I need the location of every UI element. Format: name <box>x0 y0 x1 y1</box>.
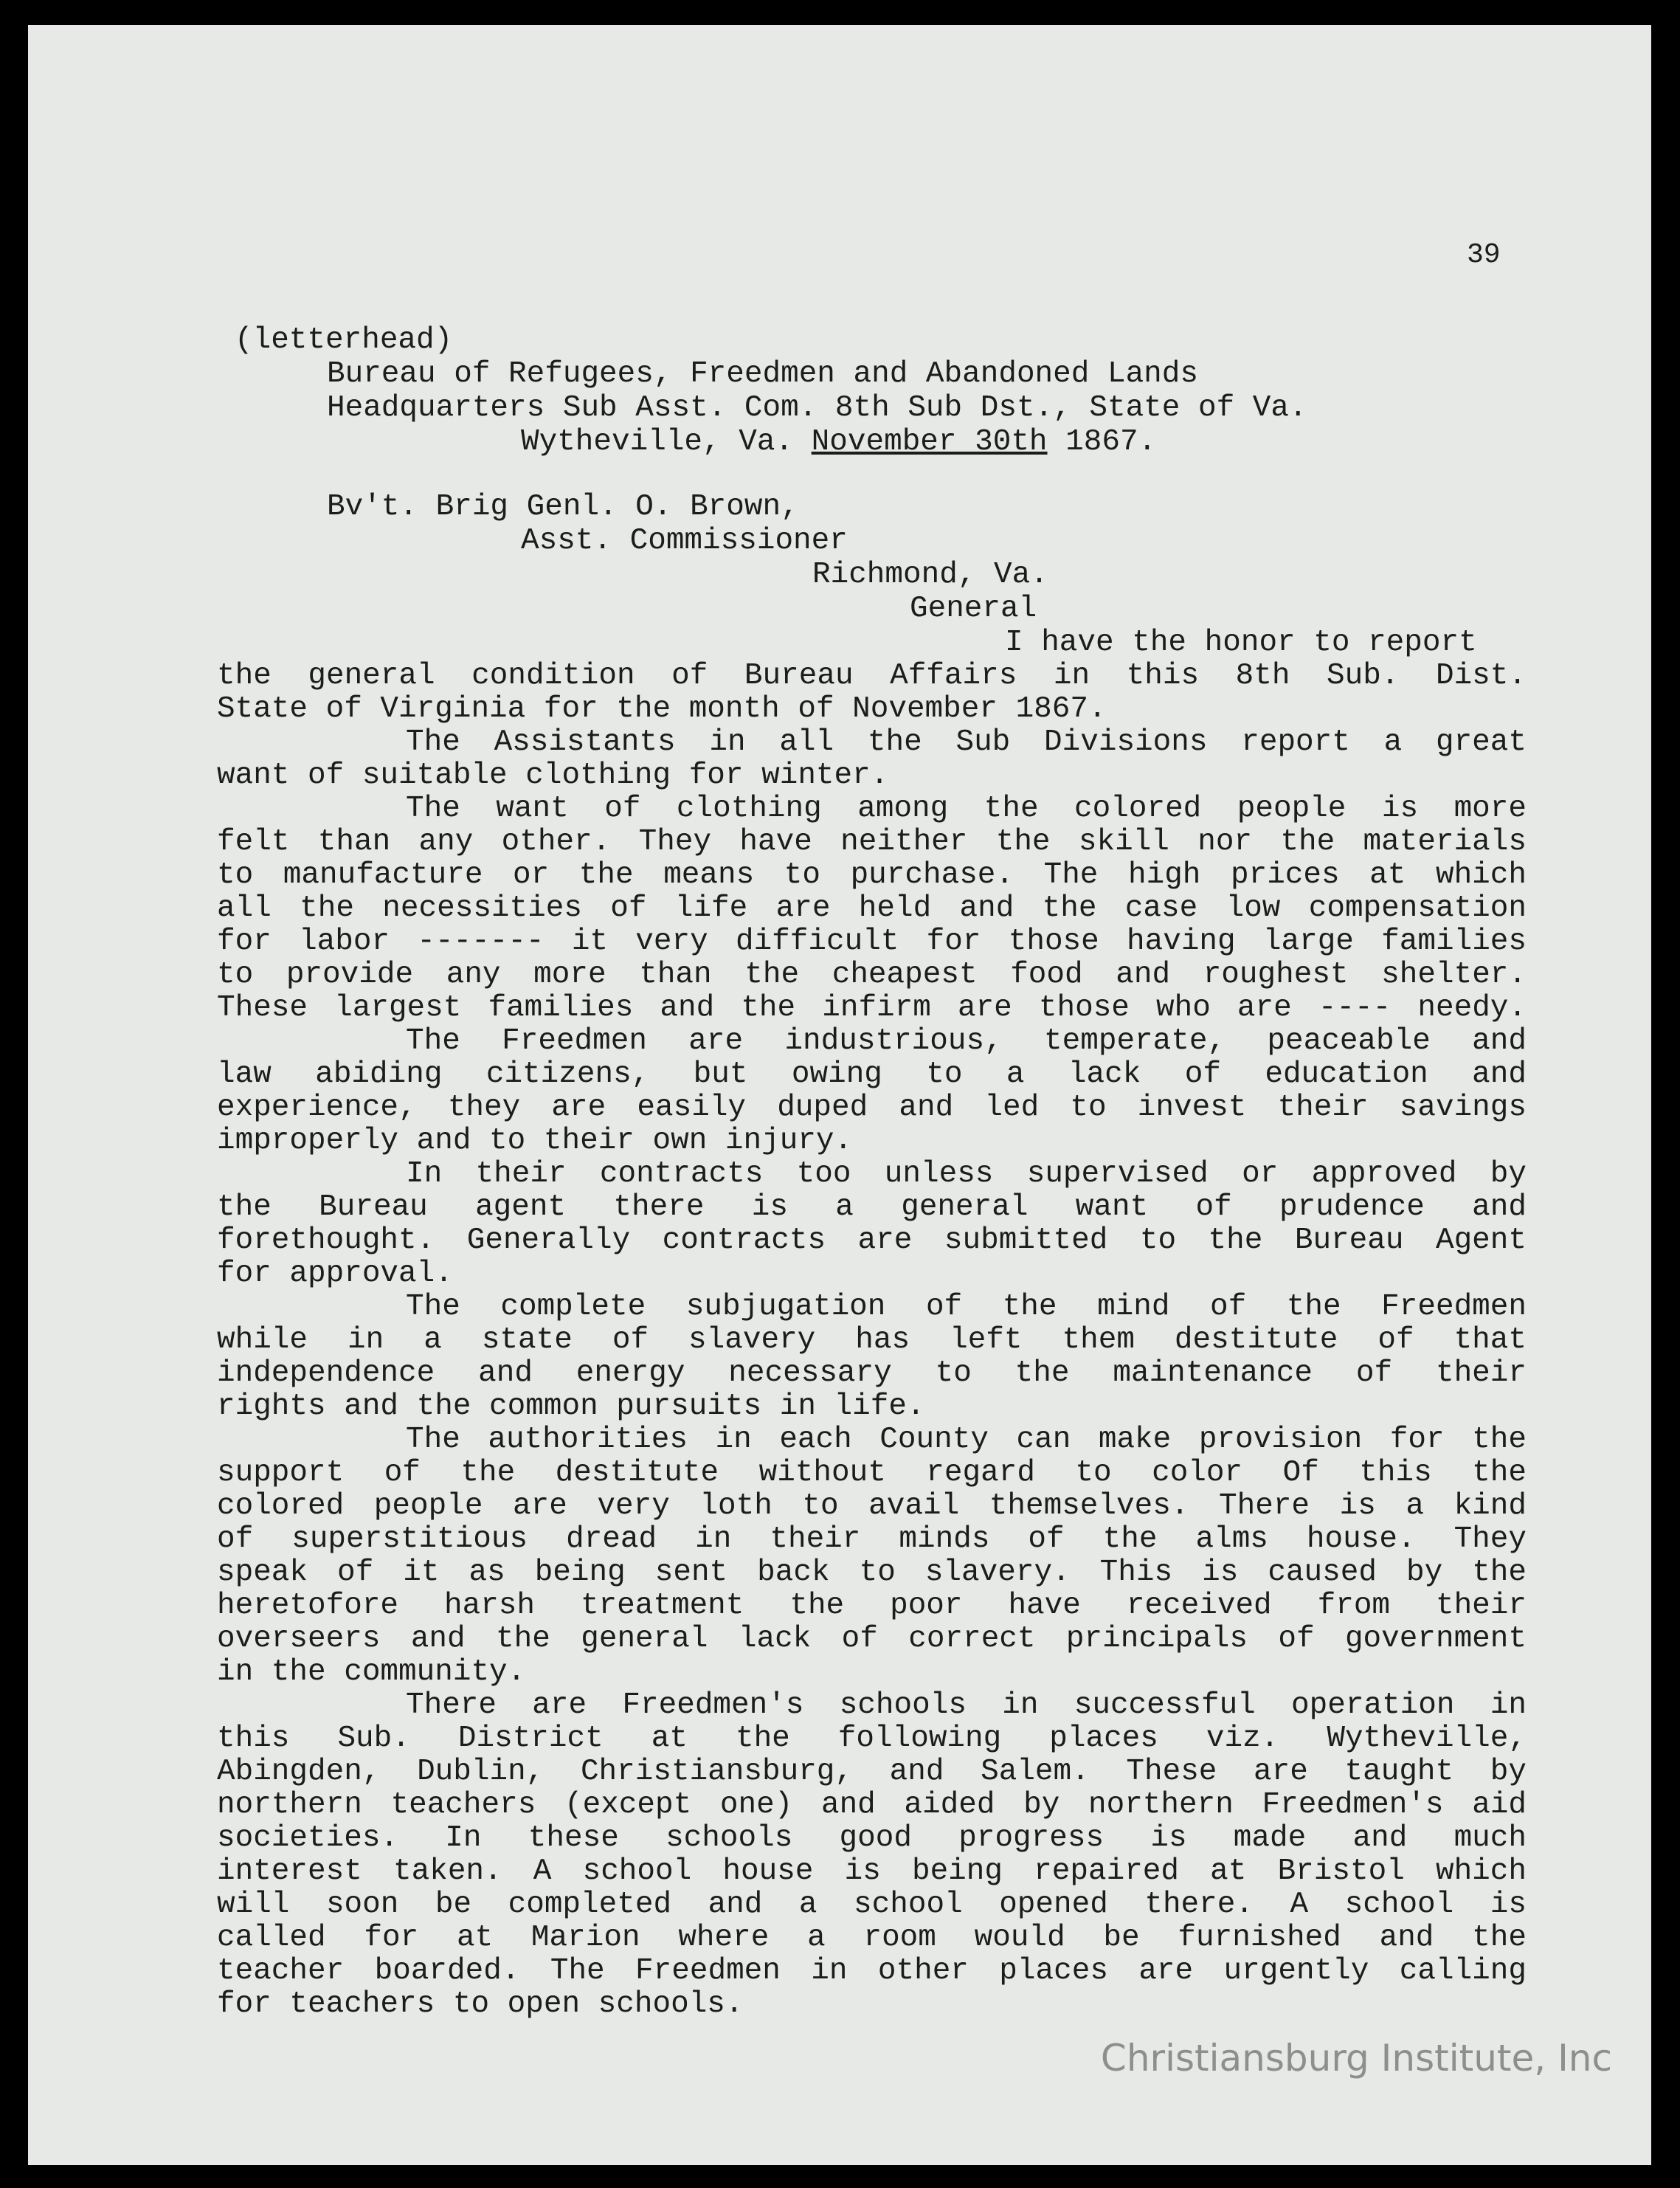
letter-body <box>217 660 1527 2021</box>
paragraph-3-line-6: to provide any more than the cheapest food and roughest shelter. <box>217 959 1527 992</box>
paragraph-5-line-2: the Bureau agent there is a general want of prudence and <box>217 1191 1527 1224</box>
page-number: 39 <box>1467 239 1501 271</box>
paragraph-8-line-10: for teachers to open schools. <box>217 1988 744 2021</box>
paragraph-4-line-4: improperly and to their own injury. <box>217 1125 853 1158</box>
paragraph-8-line-3: Abingden, Dublin, Christiansburg, and Salem. These are taught by <box>217 1756 1527 1789</box>
paragraph-7-line-2: support of the destitute without regard to color Of this the <box>217 1457 1527 1490</box>
paragraph-3-line-2: felt than any other. They have neither the skill nor the materials <box>217 826 1527 859</box>
paragraph-6-line-2: while in a state of slavery has left them destitute of that <box>217 1324 1527 1357</box>
paragraph-5-line-4: for approval. <box>217 1257 453 1291</box>
letter-dateline <box>521 425 1156 459</box>
salutation: General <box>910 592 1037 626</box>
paragraph-8-line-1: There are Freedmen's schools in successful operation in <box>406 1689 1527 1722</box>
paragraph-4-line-2: law abiding citizens, but owing to a lack of education and <box>217 1058 1527 1091</box>
paragraph-5-line-1: In their contracts too unless supervised or approved by <box>406 1158 1527 1191</box>
paragraph-7-line-7: overseers and the general lack of correct principals of government <box>217 1623 1527 1656</box>
paragraph-8-line-7: will soon be completed and a school opened there. A school is <box>217 1888 1527 1922</box>
letterhead-headquarters: Headquarters Sub Asst. Com. 8th Sub Dst., State of Va. <box>327 391 1307 425</box>
paragraph-8-line-6: interest taken. A school house is being repaired at Bristol which <box>217 1855 1527 1888</box>
paragraph-3-line-7: These largest families and the infirm are those who are ---- needy. <box>217 992 1527 1025</box>
paragraph-7-line-6: heretofore harsh treatment the poor have received from their <box>217 1590 1527 1623</box>
paragraph-8-line-2: this Sub. District at the following places viz. Wytheville, <box>217 1722 1527 1756</box>
paragraph-6-line-4: rights and the common pursuits in life. <box>217 1390 925 1423</box>
watermark: Christiansburg Institute, Inc <box>1100 2037 1612 2080</box>
paragraph-1-line-1: I have the honor to report <box>1005 626 1477 660</box>
document-page <box>28 25 1651 2165</box>
paragraph-8-line-8: called for at Marion where a room would be furnished and the <box>217 1922 1527 1955</box>
paragraph-8-line-5: societies. In these schools good progress is made and much <box>217 1822 1527 1855</box>
paragraph-2-line-2: want of suitable clothing for winter. <box>217 759 889 793</box>
paragraph-3-line-1: The want of clothing among the colored people is more <box>406 793 1527 826</box>
dateline-year: 1867. <box>1065 425 1157 459</box>
paragraph-8-line-4: northern teachers (except one) and aided by northern Freedmen's aid <box>217 1789 1527 1822</box>
paragraph-7-line-4: of superstitious dread in their minds of the alms house. They <box>217 1523 1527 1556</box>
paragraph-7-line-1: The authorities in each County can make provision for the <box>406 1423 1527 1457</box>
paragraph-1-line-2: the general condition of Bureau Affairs in this 8th Sub. Dist. <box>217 660 1527 693</box>
letterhead-label: (letterhead) <box>235 323 453 357</box>
paragraph-3-line-4: all the necessities of life are held and the case low compensation <box>217 892 1527 925</box>
paragraph-7-line-5: speak of it as being sent back to slavery. This is caused by the <box>217 1556 1527 1590</box>
paragraph-7-line-8: in the community. <box>217 1656 526 1689</box>
letter <box>28 25 1651 2165</box>
paragraph-2-line-1: The Assistants in all the Sub Divisions report a great <box>406 726 1527 759</box>
paragraph-4-line-3: experience, they are easily duped and led to invest their savings <box>217 1091 1527 1125</box>
paragraph-7-line-3: colored people are very loth to avail themselves. There is a kind <box>217 1490 1527 1523</box>
paragraph-3-line-3: to manufacture or the means to purchase. The high prices at which <box>217 859 1527 892</box>
paragraph-6-line-1: The complete subjugation of the mind of the Freedmen <box>406 1291 1527 1324</box>
addressee-city: Richmond, Va. <box>812 558 1048 592</box>
letterhead-organization: Bureau of Refugees, Freedmen and Abandoned Lands <box>327 357 1198 391</box>
paragraph-8-line-9: teacher boarded. The Freedmen in other places are urgently calling <box>217 1955 1527 1988</box>
paragraph-5-line-3: forethought. Generally contracts are submitted to the Bureau Agent <box>217 1224 1527 1257</box>
paragraph-1-line-3: State of Virginia for the month of November 1867. <box>217 693 1107 726</box>
addressee: Bv't. Brig Genl. O. Brown, <box>327 490 799 524</box>
paragraph-4-line-1: The Freedmen are industrious, temperate, peaceable and <box>406 1025 1527 1058</box>
dateline-place: Wytheville, Va. <box>521 425 794 459</box>
paragraph-3-line-5: for labor ------- it very difficult for those having large families <box>217 925 1527 959</box>
addressee-title: Asst. Commissioner <box>521 524 848 558</box>
dateline-date: November 30th <box>811 425 1048 459</box>
paragraph-6-line-3: independence and energy necessary to the maintenance of their <box>217 1357 1527 1390</box>
